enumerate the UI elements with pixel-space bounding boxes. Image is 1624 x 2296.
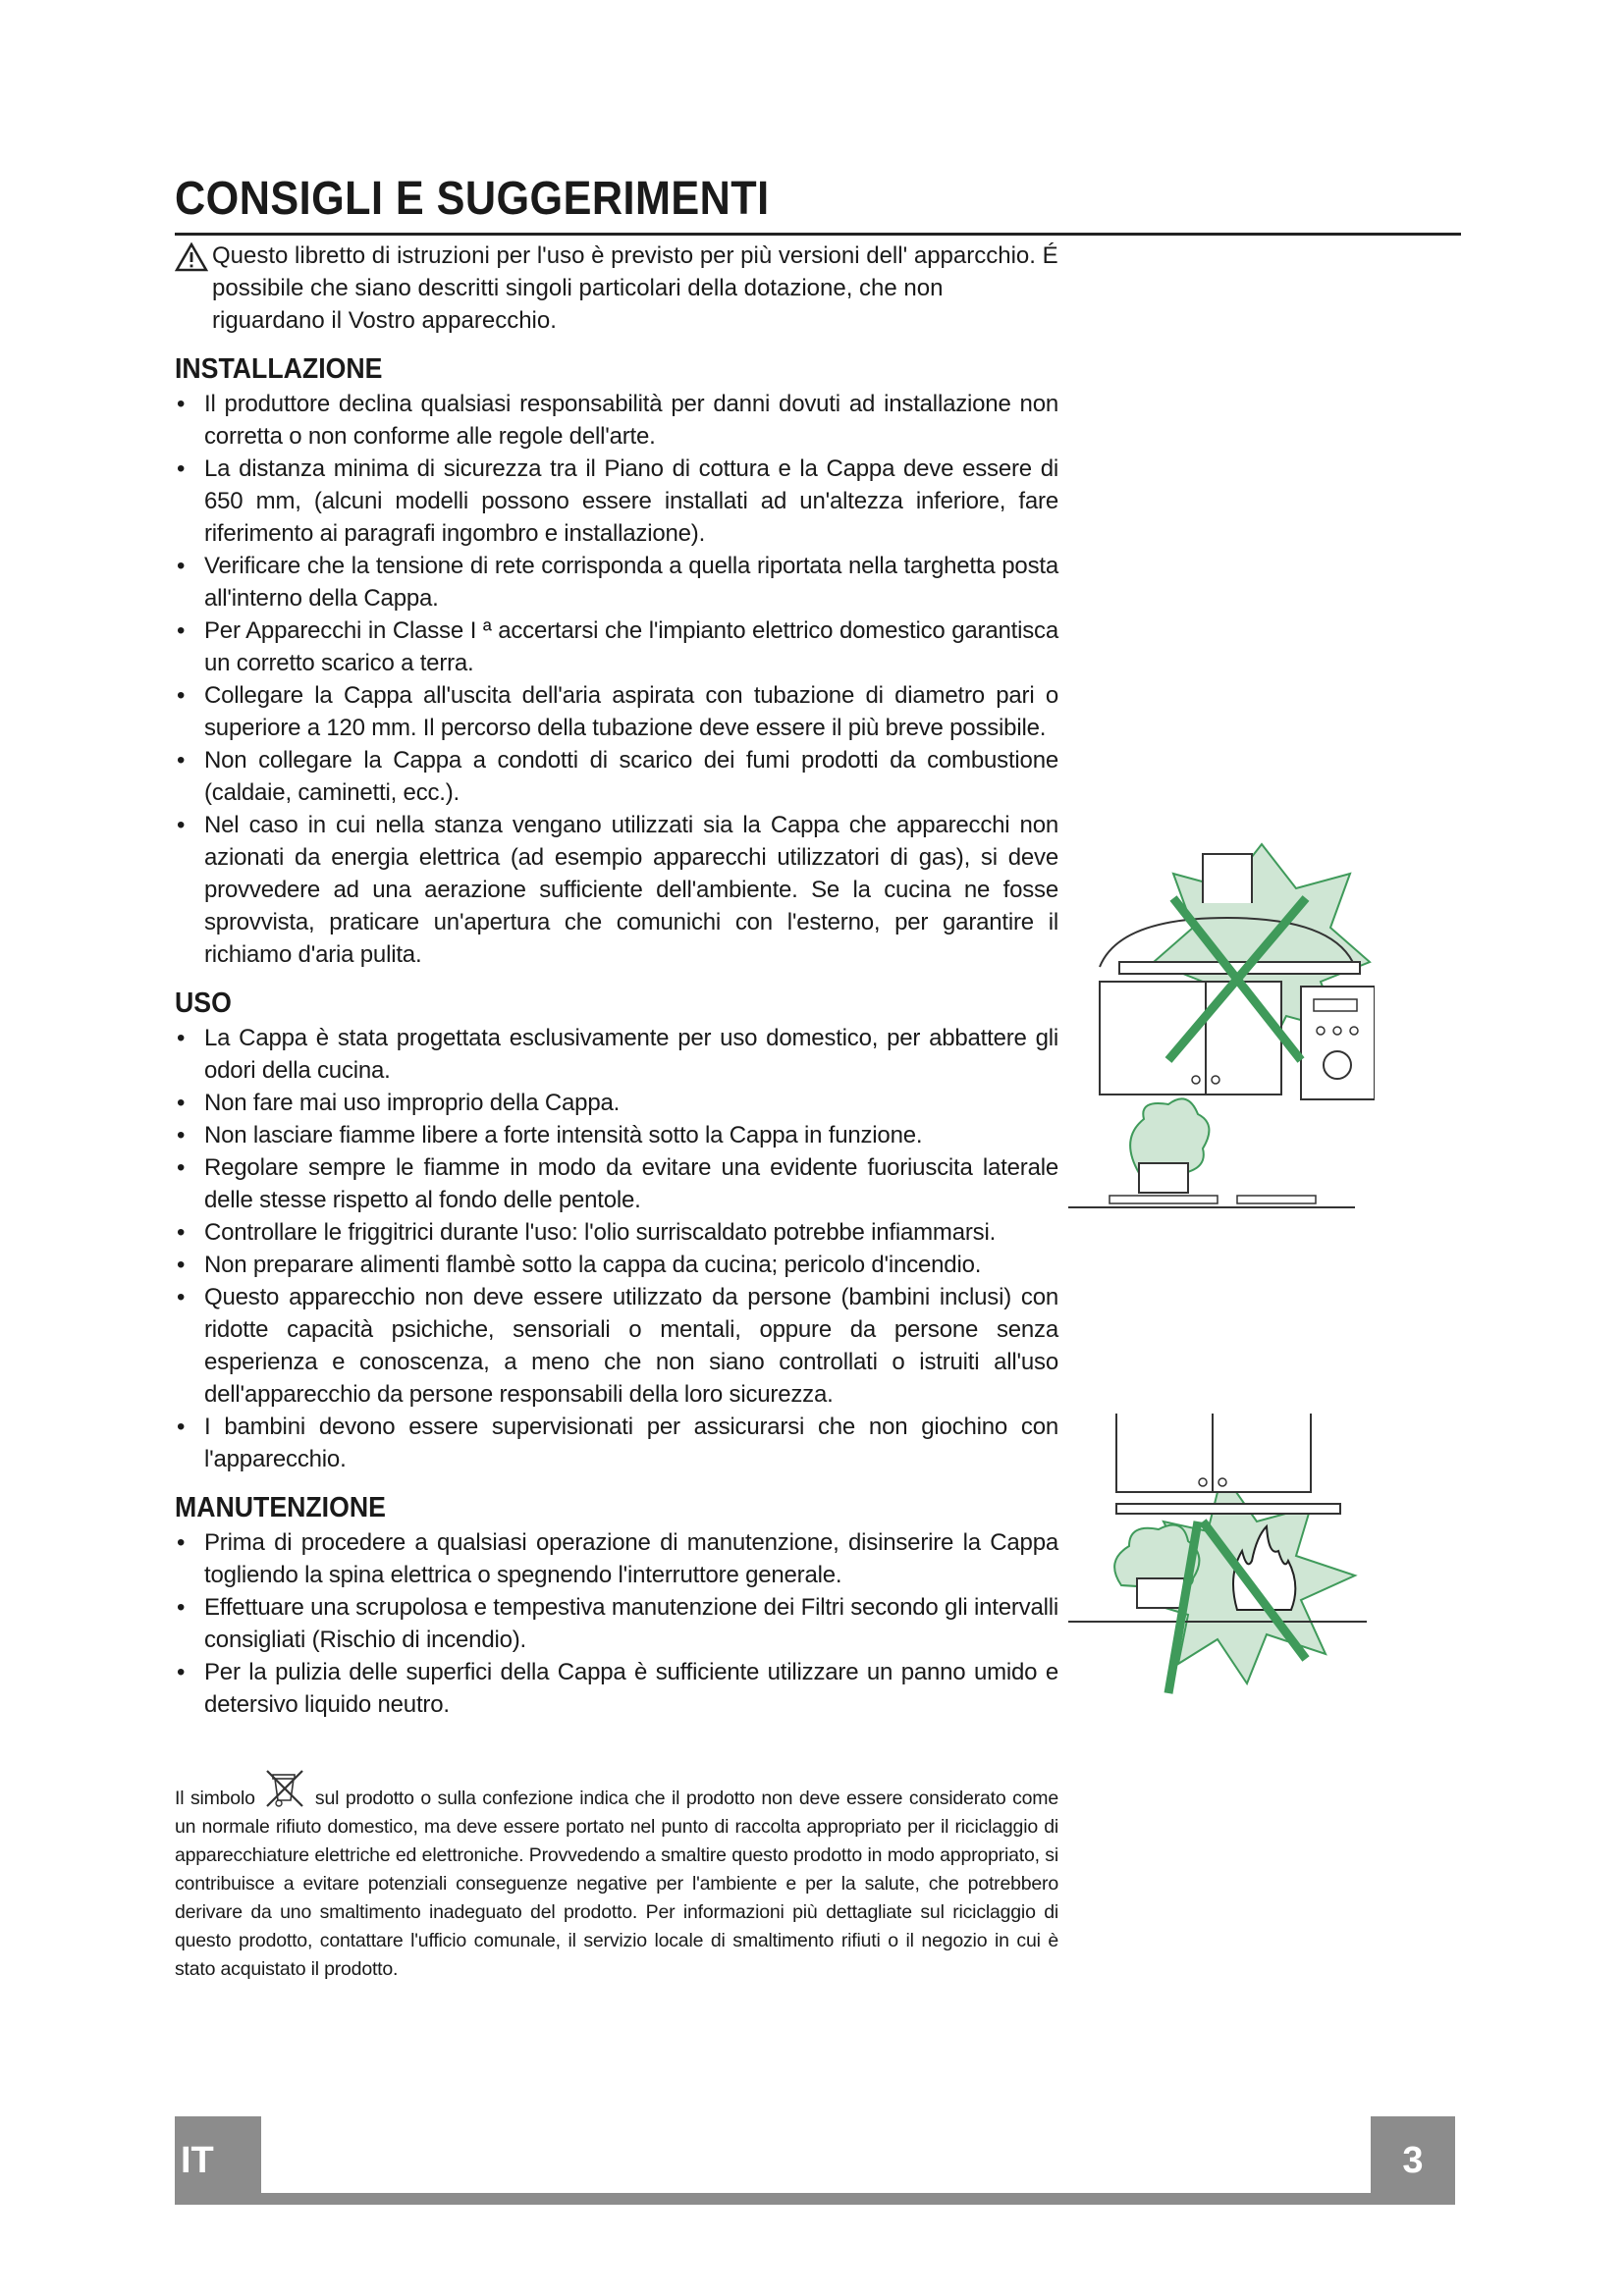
hood-body [1116, 1504, 1340, 1514]
weee-text-after: sul prodotto o sulla confezione indica che il prodotto non deve essere considerato come un normale rifiuto domestico, ma deve essere portato nel punto di raccolta appropriato per il riciclaggio di apparecchiature elettriche ed elettroniche. Provvedendo a smaltire questo prodotto in modo appropriato, si contribuisce a evitare potenziali conseguenze negative per l'ambiente e per la salute, che potrebbero derivare da uno smaltimento inadeguato del prodotto. Per informazioni più dettagliate sul riciclaggio di questo prodotto, contattare l'ufficio comunale, il servizio locale di smaltimento rifiuti o il negozio in cui è stato acquistato il prodotto. [175, 1788, 1058, 1980]
uso-list [175, 1022, 1058, 1475]
steam-cloud [1130, 1098, 1209, 1173]
intro-text: Questo libretto di istruzioni per l'uso è previsto per più versioni dell' apparcchio. É possibile che siano descritti singoli particolari della dotazione, che non riguardano il Vostro apparecchio. [212, 242, 1058, 334]
list-item: • La distanza minima di sicurezza tra il Piano di cottura e la Cappa deve essere di 650 mm, (alcuni modelli possono essere installati ad un'altezza inferiore, fare riferimento ai paragrafi ingombro e installazione). [175, 453, 1058, 550]
pot-shape [1139, 1163, 1188, 1193]
list-item: • Questo apparecchio non deve essere utilizzato da persone (bambini inclusi) con ridotte capacità psichiche, sensoriali o mentali, oppure da persone senza esperienza e conoscenza, a meno che non siano controllati o istruiti all'uso dell'apparecchio da persone responsabili della loro sicurezza. [175, 1281, 1058, 1411]
pot-shape [1137, 1578, 1184, 1608]
list-item: • Regolare sempre le fiamme in modo da evitare una evidente fuoriuscita laterale delle stesse rispetto al fondo delle pentole. [175, 1151, 1058, 1216]
list-item: • Per Apparecchi in Classe I ª accertarsi che l'impianto elettrico domestico garantisca un corretto scarico a terra. [175, 614, 1058, 679]
list-item: • Effettuare una scrupolosa e tempestiva manutenzione dei Filtri secondo gli intervalli consigliati (Rischio di incendio). [175, 1591, 1058, 1656]
manutenzione-list [175, 1526, 1058, 1721]
footer-bar [175, 2193, 1455, 2205]
list-item: • Non fare mai uso improprio della Cappa. [175, 1087, 1058, 1119]
list-item: • Il produttore declina qualsiasi responsabilità per danni dovuti ad installazione non corretta o non conforme alle regole dell'arte. [175, 388, 1058, 453]
list-item: • Prima di procedere a qualsiasi operazione di manutenzione, disinserire la Cappa togliendo la spina elettrica o spegnendo l'interruttore generale. [175, 1526, 1058, 1591]
installazione-list [175, 388, 1058, 971]
list-item: • Non collegare la Cappa a condotti di scarico dei fumi prodotti da combustione (caldaie, caminetti, ecc.). [175, 744, 1058, 809]
page-number: 3 [1371, 2116, 1455, 2205]
title-divider [175, 233, 1461, 236]
chimney-shape [1203, 854, 1252, 903]
list-item: • Per la pulizia delle superfici della Cappa è sufficiente utilizzare un panno umido e detersivo liquido neutro. [175, 1656, 1058, 1721]
illustration-open-flame-prohibited [1060, 1414, 1375, 1698]
weee-disposal-note [175, 1767, 1058, 1984]
section-heading-installazione: INSTALLAZIONE [175, 353, 383, 385]
list-item: • Non lasciare fiamme libere a forte intensità sotto la Cappa in funzione. [175, 1119, 1058, 1151]
page-footer [175, 2116, 1455, 2205]
warning-icon [175, 242, 208, 272]
intro-note [175, 240, 1058, 337]
oven-appliance [1301, 987, 1375, 1099]
language-badge: IT [175, 2116, 261, 2205]
list-item: • Collegare la Cappa all'uscita dell'aria aspirata con tubazione di diametro pari o superiore a 120 mm. Il percorso della tubazione deve essere il più breve possibile. [175, 679, 1058, 744]
list-item: • Nel caso in cui nella stanza vengano utilizzati sia la Cappa che apparecchi non azionati da energia elettrica (ad esempio apparecchi utilizzatori di gas), si deve provvedere ad una aerazione sufficiente dell'ambiente. Se la cucina ne fosse sprovvista, praticare un'apertura che comunichi con l'esterno, per garantire il richiamo d'aria pulita. [175, 809, 1058, 971]
list-item: • Non preparare alimenti flambè sotto la cappa da cucina; pericolo d'incendio. [175, 1249, 1058, 1281]
list-item: • Controllare le friggitrici durante l'uso: l'olio surriscaldato potrebbe infiammarsi. [175, 1216, 1058, 1249]
list-item: • La Cappa è stata progettata esclusivamente per uso domestico, per abbattere gli odori della cucina. [175, 1022, 1058, 1087]
list-item: • I bambini devono essere supervisionati per assicurarsi che non giochino con l'apparecchio. [175, 1411, 1058, 1475]
section-heading-manutenzione: MANUTENZIONE [175, 1492, 386, 1523]
weee-text-before: Il simbolo [175, 1788, 255, 1809]
page-title: CONSIGLI E SUGGERIMENTI [175, 173, 770, 225]
crossed-bin-icon [263, 1767, 306, 1810]
illustration-hood-ventilation-prohibited [1060, 825, 1375, 1222]
list-item: • Verificare che la tensione di rete corrisponda a quella riportata nella targhetta posta all'interno della Cappa. [175, 550, 1058, 614]
main-content [175, 240, 1058, 1721]
section-heading-uso: USO [175, 988, 232, 1019]
